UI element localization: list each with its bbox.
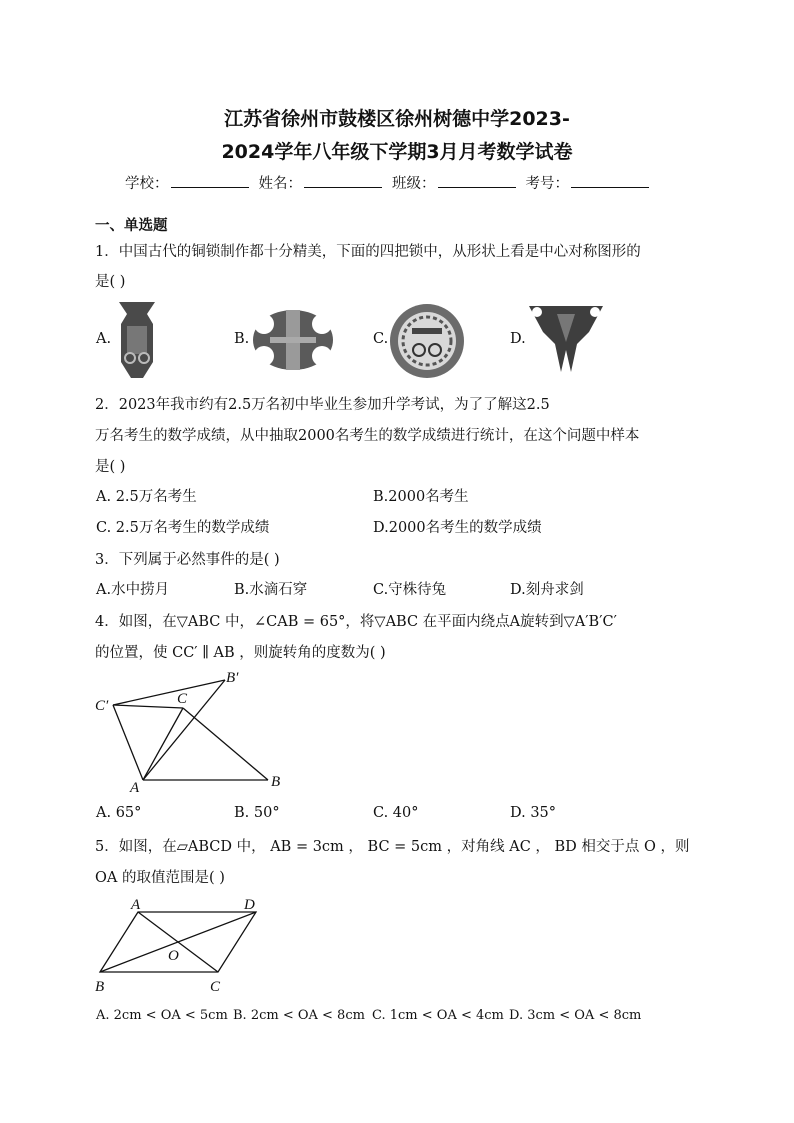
q4-option-c: C. 40° xyxy=(373,805,419,821)
q5-stem-line2: OA 的取值范围是( ) xyxy=(95,870,225,886)
school-label: 学校： xyxy=(125,176,169,192)
q4-rotation-figure xyxy=(88,668,298,798)
q4-option-a: A. 65° xyxy=(96,805,142,821)
segment-cb xyxy=(183,708,268,780)
q5-label-d: D xyxy=(244,897,255,913)
q5-label-b: B xyxy=(95,979,105,995)
q4-label-c-prime: C′ xyxy=(95,698,109,714)
q2-stem-line1: 2．2023年我市约有2.5万名初中毕业生参加升学考试，为了了解这2.5 xyxy=(95,397,550,413)
q2-option-c: C. 2.5万名考生的数学成绩 xyxy=(96,520,270,536)
q1-option-c-label: C. xyxy=(373,331,389,347)
segment-ac xyxy=(143,708,183,780)
q5-option-b: B. 2cm < OA < 8cm xyxy=(233,1008,365,1023)
segment-c1c xyxy=(113,705,183,708)
q5-option-c: C. 1cm < OA < 4cm xyxy=(372,1008,504,1023)
q4-label-c: C xyxy=(177,691,188,707)
student-info-row xyxy=(125,172,659,193)
q1-option-d-lock-image xyxy=(527,302,605,374)
q4-option-b: B. 50° xyxy=(234,805,280,821)
exam-title-line1: 江苏省徐州市鼓楼区徐州树德中学2023- xyxy=(224,108,570,130)
segment-ac1 xyxy=(113,705,143,780)
school-blank[interactable] xyxy=(171,175,249,188)
q2-option-a: A. 2.5万名考生 xyxy=(96,489,197,505)
q1-option-a-lock-image xyxy=(113,300,161,382)
q4-label-b-prime: B′ xyxy=(226,670,239,686)
class-label: 班级： xyxy=(392,176,436,192)
q5-label-o: O xyxy=(168,948,179,964)
exam-title-line2: 2024学年八年级下学期3月月考数学试卷 xyxy=(221,141,573,163)
q1-option-b-label: B. xyxy=(234,331,250,347)
q5-label-c: C xyxy=(210,979,221,995)
q1-option-c-lock-image xyxy=(388,302,466,380)
q1-stem-line1: 1．中国古代的铜锁制作都十分精美，下面的四把锁中，从形状上看是中心对称图形的 xyxy=(95,244,641,260)
q3-option-b: B.水滴石穿 xyxy=(234,582,308,598)
q1-option-b-lock-image xyxy=(250,304,336,376)
q4-stem-line1: 4．如图，在▽ABC 中，∠CAB = 65°，将▽ABC 在平面内绕点A旋转到▽A′B′C′ xyxy=(95,614,617,630)
q3-option-d: D.刻舟求剑 xyxy=(510,582,584,598)
q2-stem-line3: 是( ) xyxy=(95,459,126,475)
q3-stem: 3．下列属于必然事件的是( ) xyxy=(95,552,280,568)
q3-option-c: C.守株待兔 xyxy=(373,582,447,598)
q5-option-a: A. 2cm < OA < 5cm xyxy=(96,1008,228,1023)
name-blank[interactable] xyxy=(304,175,382,188)
q4-option-d: D. 35° xyxy=(510,805,557,821)
q1-stem-line2: 是( ) xyxy=(95,274,126,290)
q3-option-a: A.水中捞月 xyxy=(96,582,170,598)
q1-option-a-label: A. xyxy=(96,331,112,347)
q5-option-d: D. 3cm < OA < 8cm xyxy=(509,1008,642,1023)
q4-label-a: A xyxy=(130,780,140,796)
q2-option-d: D.2000名考生的数学成绩 xyxy=(373,520,542,536)
q2-stem-line2: 万名考生的数学成绩，从中抽取2000名考生的数学成绩进行统计，在这个问题中样本 xyxy=(95,428,640,444)
q4-stem-line2: 的位置，使 CC′ ∥ AB ，则旋转角的度数为( ) xyxy=(95,645,386,661)
q5-parallelogram-figure xyxy=(88,892,278,1000)
section-title-single-choice: 一、单选题 xyxy=(95,218,168,234)
q5-label-a: A xyxy=(131,897,141,913)
q2-option-b: B.2000名考生 xyxy=(373,489,469,505)
number-label: 考号： xyxy=(525,176,569,192)
name-label: 姓名： xyxy=(258,176,302,192)
q1-option-d-label: D. xyxy=(510,331,526,347)
class-blank[interactable] xyxy=(438,175,516,188)
q5-stem-line1: 5．如图，在▱ABCD 中， AB = 3cm ， BC = 5cm ，对角线 AC ， BD 相交于点 O ，则 xyxy=(95,839,690,855)
q4-label-b: B xyxy=(271,774,281,790)
number-blank[interactable] xyxy=(571,175,649,188)
